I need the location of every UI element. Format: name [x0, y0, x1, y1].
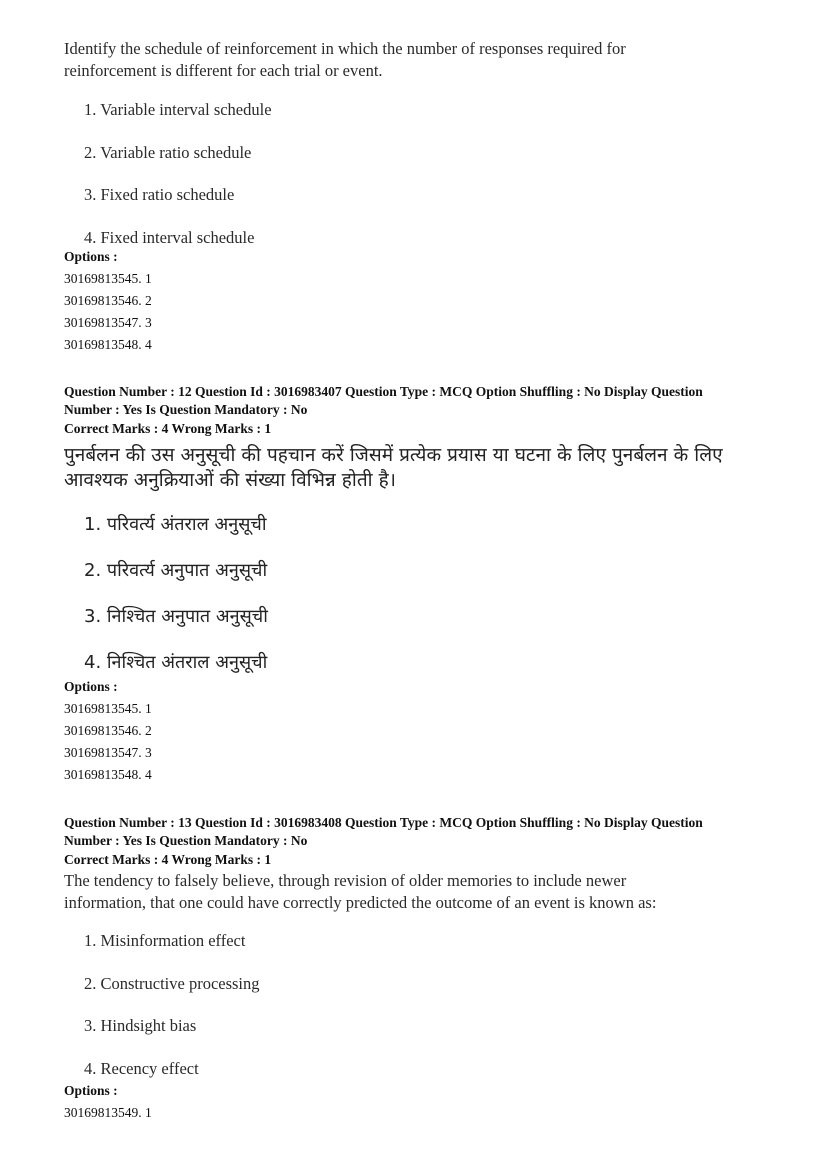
q13-choice-2: 2. Constructive processing	[84, 974, 260, 993]
q11-choice-2: 2. Variable ratio schedule	[84, 143, 252, 162]
q13-options-label: Options :	[64, 1083, 118, 1098]
q12-meta-line-2: Number : Yes Is Question Mandatory : No	[64, 402, 308, 417]
q13-meta-line-2: Number : Yes Is Question Mandatory : No	[64, 833, 308, 848]
q13-marks: Correct Marks : 4 Wrong Marks : 1	[64, 852, 272, 867]
q13-option-id-1: 30169813549. 1	[64, 1105, 152, 1120]
q12-option-id-2: 30169813546. 2	[64, 723, 152, 738]
q12-choice-4: 4. निश्चित अंतराल अनुसूची	[84, 652, 268, 673]
q11-choice-1: 1. Variable interval schedule	[84, 100, 272, 119]
q12-choice-3: 3. निश्चित अनुपात अनुसूची	[84, 606, 268, 627]
q12-option-id-3: 30169813547. 3	[64, 745, 152, 760]
q12-marks: Correct Marks : 4 Wrong Marks : 1	[64, 421, 272, 436]
q11-choice-4: 4. Fixed interval schedule	[84, 228, 255, 247]
q13-meta-line-1: Question Number : 13 Question Id : 3016983408 Question Type : MCQ Option Shuffling : No Display Question	[64, 815, 703, 830]
q11-choice-3: 3. Fixed ratio schedule	[84, 185, 235, 204]
q13-choice-1: 1. Misinformation effect	[84, 931, 246, 950]
q12-choice-1: 1. परिवर्त्य अंतराल अनुसूची	[84, 514, 267, 535]
q11-option-id-3: 30169813547. 3	[64, 315, 152, 330]
q11-option-id-2: 30169813546. 2	[64, 293, 152, 308]
q11-stem-line-2: reinforcement is different for each trial or event.	[64, 61, 383, 80]
q12-option-id-1: 30169813545. 1	[64, 701, 152, 716]
q13-stem-line-2: information, that one could have correctly predicted the outcome of an event is known as:	[64, 893, 657, 912]
q12-options-label: Options :	[64, 679, 118, 694]
q11-stem-line-1: Identify the schedule of reinforcement in which the number of responses required for	[64, 39, 626, 58]
q13-choice-3: 3. Hindsight bias	[84, 1016, 197, 1035]
q11-option-id-4: 30169813548. 4	[64, 337, 152, 352]
q13-stem-line-1: The tendency to falsely believe, through revision of older memories to include newer	[64, 871, 627, 890]
q12-stem-line-2: आवश्यक अनुक्रियाओं की संख्या विभिन्न होती है।	[64, 469, 396, 491]
q12-choice-2: 2. परिवर्त्य अनुपात अनुसूची	[84, 560, 268, 581]
q11-options-label: Options :	[64, 249, 118, 264]
q12-meta-line-1: Question Number : 12 Question Id : 3016983407 Question Type : MCQ Option Shuffling : No Display Question	[64, 384, 703, 399]
q12-stem-line-1: पुनर्बलन की उस अनुसूची की पहचान करें जिसमें प्रत्येक प्रयास या घटना के लिए पुनर्बलन के लिए	[64, 444, 723, 466]
q13-choice-4: 4. Recency effect	[84, 1059, 199, 1078]
q12-option-id-4: 30169813548. 4	[64, 767, 152, 782]
q11-option-id-1: 30169813545. 1	[64, 271, 152, 286]
